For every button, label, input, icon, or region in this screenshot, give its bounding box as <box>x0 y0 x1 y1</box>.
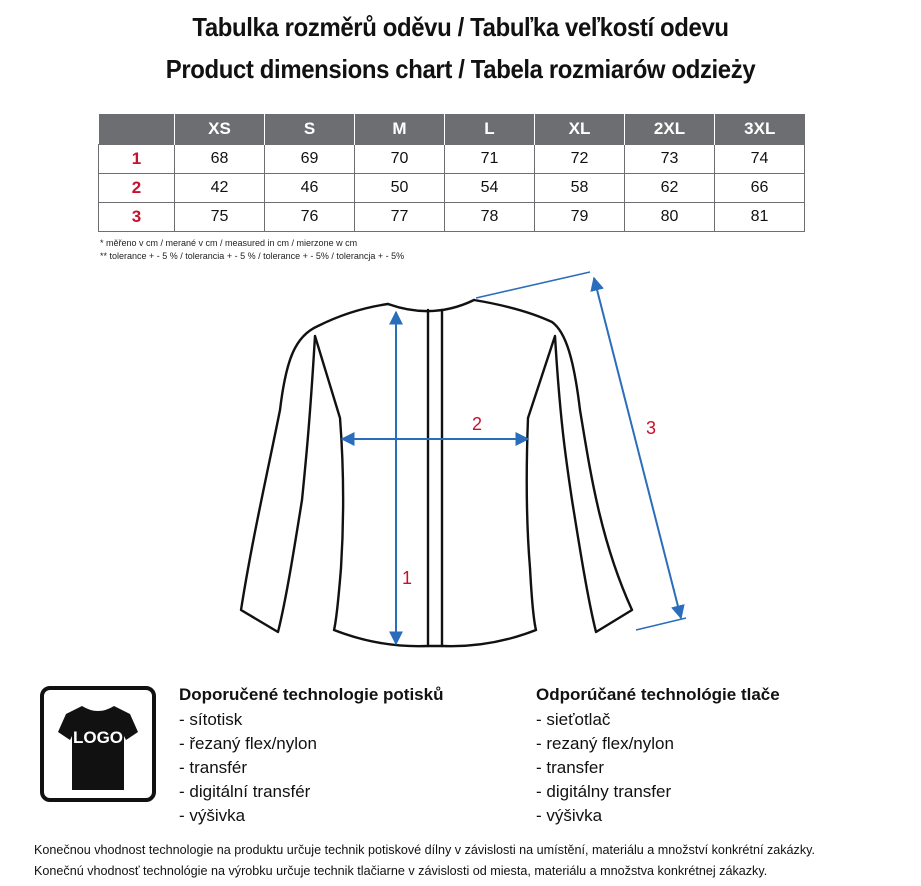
table-cell: 68 <box>175 145 265 174</box>
size-header-3xl: 3XL <box>715 114 805 145</box>
table-cell: 46 <box>265 174 355 203</box>
row-label: 3 <box>99 203 175 232</box>
list-item: - sítotisk <box>179 710 243 729</box>
list-item: - sieťotlač <box>536 710 611 729</box>
logo-badge <box>40 686 156 802</box>
jacket-outline <box>241 300 632 646</box>
table-cell: 76 <box>265 203 355 232</box>
table-header-corner <box>99 114 175 145</box>
jacket-diagram <box>230 268 690 653</box>
table-cell: 74 <box>715 145 805 174</box>
table-cell: 80 <box>625 203 715 232</box>
print-tech-sk <box>536 684 780 828</box>
print-tech-cz <box>179 684 443 828</box>
measurement-note: * měřeno v cm / merané v cm / measured in cm / mierzone w cm <box>100 238 358 248</box>
row-label: 2 <box>99 174 175 203</box>
list-item: - transfer <box>536 758 605 777</box>
table-cell: 77 <box>355 203 445 232</box>
table-cell: 42 <box>175 174 265 203</box>
page-subtitle: Product dimensions chart / Tabela rozmiarów odzieży <box>165 54 756 84</box>
jacket-left-half <box>241 304 428 646</box>
size-header-l: L <box>445 114 535 145</box>
size-header-s: S <box>265 114 355 145</box>
print-tech-cz-heading: Doporučené technologie potisků <box>179 685 444 704</box>
table-cell: 70 <box>355 145 445 174</box>
jacket-right-half <box>442 300 632 646</box>
table-cell: 58 <box>535 174 625 203</box>
table-cell: 79 <box>535 203 625 232</box>
size-header-xl: XL <box>535 114 625 145</box>
footer-note-sk: Konečnú vhodnosť technológie na výrobku určuje technik tlačiarne v závislosti od miesta, materiálu a množstva konkrétnej zákazky. <box>34 864 768 878</box>
size-header-m: M <box>355 114 445 145</box>
jacket-neckline <box>388 300 474 311</box>
list-item: - řezaný flex/nylon <box>179 734 317 753</box>
table-cell: 66 <box>715 174 805 203</box>
list-item: - výšivka <box>536 806 603 825</box>
table-cell: 69 <box>265 145 355 174</box>
table-row <box>99 203 805 232</box>
size-header-xs: XS <box>175 114 265 145</box>
table-cell: 54 <box>445 174 535 203</box>
print-tech-cz-list <box>179 708 443 828</box>
footer-note-cz: Konečnou vhodnost technologie na produktu určuje technik potiskové dílny v závislosti na umístění, materiálu a množství konkrétní zakázky. <box>34 843 815 857</box>
tolerance-note: ** tolerance + - 5 % / tolerancia + - 5 % / tolerance + - 5% / tolerancja + - 5% <box>100 251 405 261</box>
table-cell: 78 <box>445 203 535 232</box>
list-item: - digitálny transfer <box>536 782 672 801</box>
sleeve-guide-bottom <box>636 618 686 630</box>
table-row <box>99 174 805 203</box>
sleeve-guide-top <box>476 272 590 298</box>
page-title: Tabulka rozměrů oděvu / Tabuľka veľkostí odevu <box>192 12 729 42</box>
table-cell: 71 <box>445 145 535 174</box>
print-tech-sk-heading: Odporúčané technológie tlače <box>536 685 780 704</box>
dimension-label-3: 3 <box>646 418 657 438</box>
table-header-row <box>99 114 805 145</box>
table-cell: 72 <box>535 145 625 174</box>
print-tech-sk-list <box>536 708 780 828</box>
logo-text: LOGO <box>72 728 124 747</box>
table-row <box>99 145 805 174</box>
table-cell: 81 <box>715 203 805 232</box>
dimension-label-1: 1 <box>402 568 413 588</box>
table-cell: 75 <box>175 203 265 232</box>
sleeve-arrow <box>594 278 681 618</box>
table-cell: 50 <box>355 174 445 203</box>
table-cell: 73 <box>625 145 715 174</box>
row-label: 1 <box>99 145 175 174</box>
dimension-label-2: 2 <box>472 414 483 434</box>
list-item: - výšivka <box>179 806 246 825</box>
list-item: - rezaný flex/nylon <box>536 734 674 753</box>
size-header-2xl: 2XL <box>625 114 715 145</box>
list-item: - digitální transfér <box>179 782 311 801</box>
measurement-lines <box>342 272 686 644</box>
list-item: - transfér <box>179 758 248 777</box>
table-cell: 62 <box>625 174 715 203</box>
size-table <box>98 114 805 232</box>
